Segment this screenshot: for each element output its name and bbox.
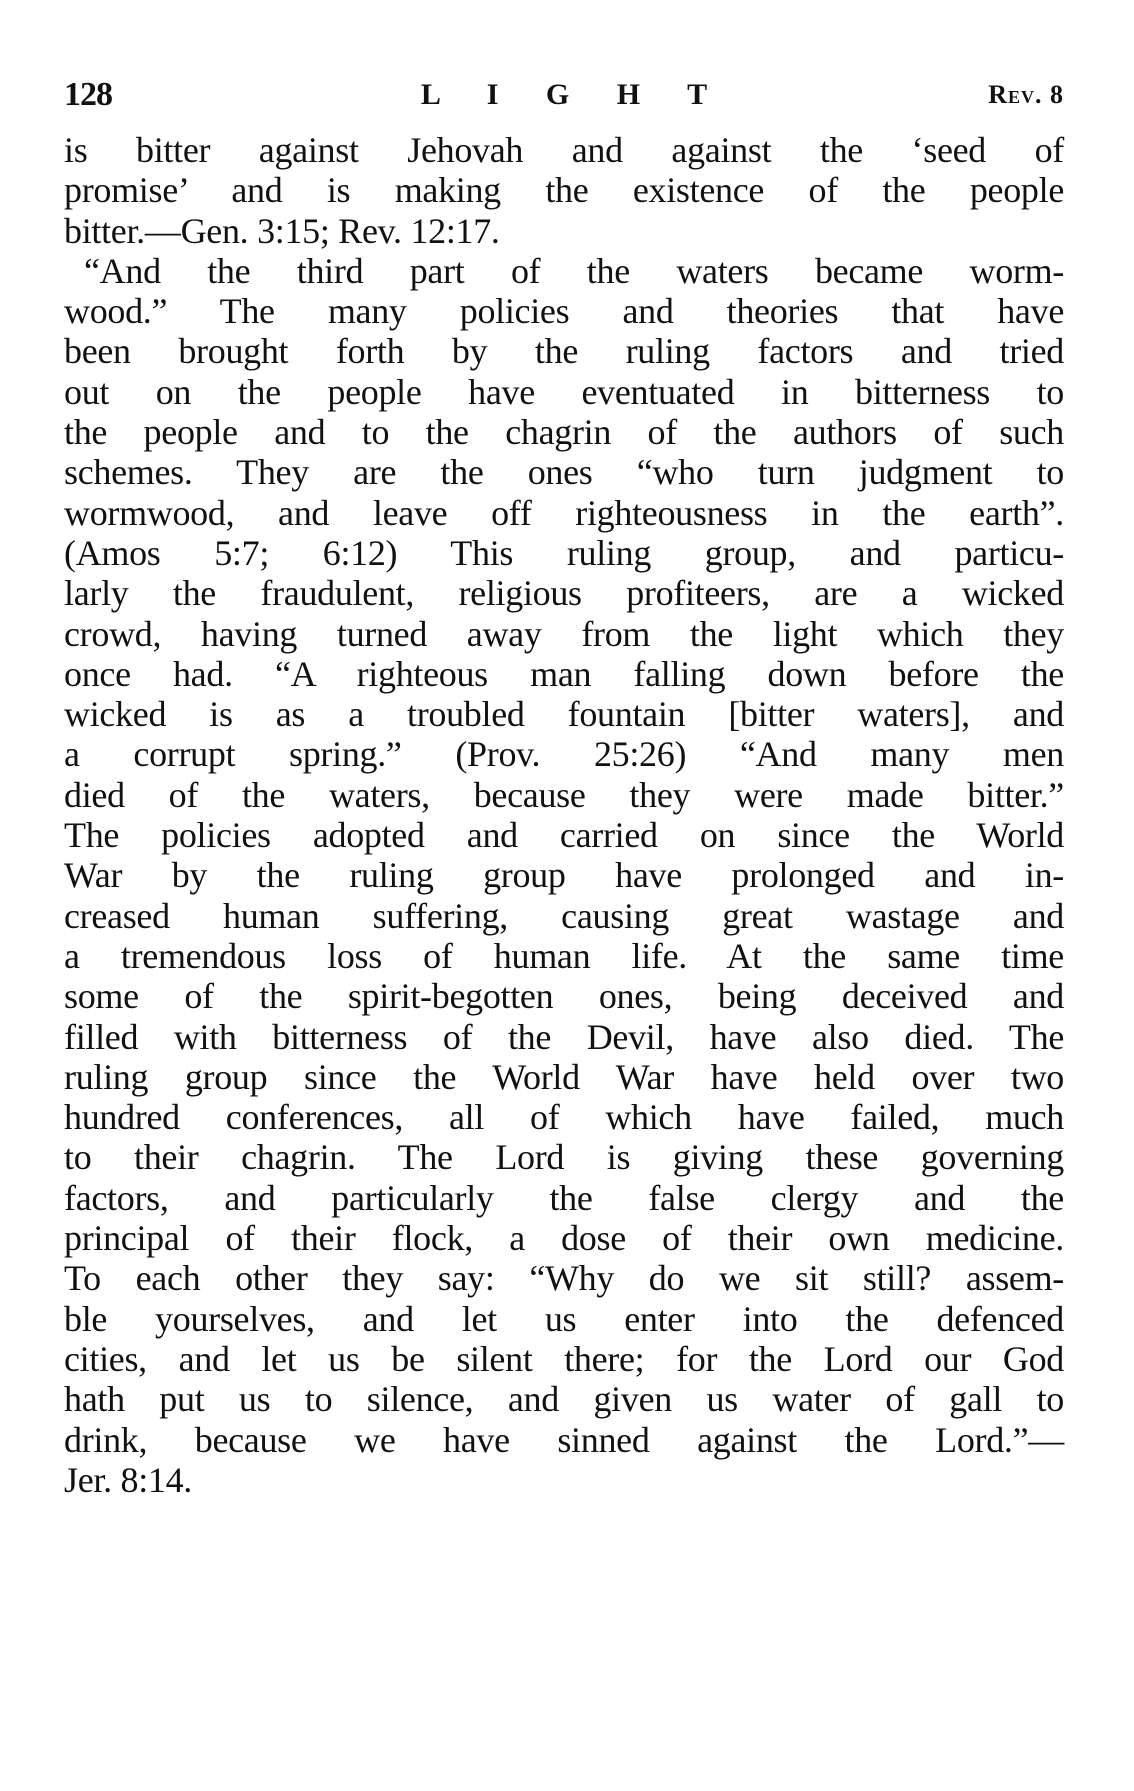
text-line: To each other they say: “Why do we sit still? assem- <box>64 1258 1064 1299</box>
running-head <box>64 70 1064 120</box>
text-line: Jer. 8:14. <box>64 1459 192 1500</box>
text-line: ruling group since the World War have held over two <box>64 1056 1064 1097</box>
text-line: to their chagrin. The Lord is giving these governing <box>64 1137 1064 1178</box>
text-line: a corrupt spring.” (Prov. 25:26) “And many men <box>64 734 1064 775</box>
text-line: ble yourselves, and let us enter into the defenced <box>64 1298 1064 1339</box>
text-line: principal of their flock, a dose of their own medicine. <box>64 1218 1064 1259</box>
section-reference: Rev. 8 <box>988 80 1064 109</box>
text-line: been brought forth by the ruling factors and tried <box>64 331 1064 372</box>
book-title: L I G H T <box>420 78 728 111</box>
text-line: bitter.—Gen. 3:15; Rev. 12:17. <box>64 210 500 251</box>
text-line: The policies adopted and carried on since the World <box>64 815 1064 856</box>
paragraph-start-line: “And the third part of the waters became worm- <box>84 250 1064 291</box>
text-line: schemes. They are the ones “who turn judgment to <box>64 452 1064 493</box>
book-page <box>64 70 1064 1500</box>
text-line: creased human suffering, causing great wastage and <box>64 895 1064 936</box>
page-number: 128 <box>64 76 112 113</box>
text-line: died of the waters, because they were made bitter.” <box>64 774 1064 815</box>
text-line: wood.” The many policies and theories that have <box>64 291 1064 332</box>
text-line: filled with bitterness of the Devil, have also died. The <box>64 1016 1064 1057</box>
text-line: wormwood, and leave off righteousness in the earth”. <box>64 492 1064 533</box>
text-line: a tremendous loss of human life. At the same time <box>64 935 1064 976</box>
text-line: hundred conferences, all of which have failed, much <box>64 1097 1064 1138</box>
text-line: hath put us to silence, and given us water of gall to <box>64 1379 1064 1420</box>
text-line: is bitter against Jehovah and against the ‘seed of <box>64 130 1064 170</box>
text-line: promise’ and is making the existence of the people <box>64 170 1064 211</box>
text-line: larly the fraudulent, religious profiteers, are a wicked <box>64 573 1064 614</box>
text-line: once had. “A righteous man falling down before the <box>64 653 1064 694</box>
text-line: factors, and particularly the false clergy and the <box>64 1177 1064 1218</box>
text-line: out on the people have eventuated in bitterness to <box>64 371 1064 412</box>
text-line: War by the ruling group have prolonged and in- <box>64 855 1064 896</box>
text-line: some of the spirit-begotten ones, being deceived and <box>64 976 1064 1017</box>
body-text <box>64 130 1064 1500</box>
text-line: cities, and let us be silent there; for the Lord our God <box>64 1338 1064 1379</box>
text-line: crowd, having turned away from the light which they <box>64 613 1064 654</box>
text-line: wicked is as a troubled fountain [bitter waters], and <box>64 694 1064 735</box>
text-line: drink, because we have sinned against the Lord.”— <box>64 1419 1064 1460</box>
text-line: (Amos 5:7; 6:12) This ruling group, and particu- <box>64 532 1064 573</box>
text-line: the people and to the chagrin of the authors of such <box>64 412 1064 453</box>
